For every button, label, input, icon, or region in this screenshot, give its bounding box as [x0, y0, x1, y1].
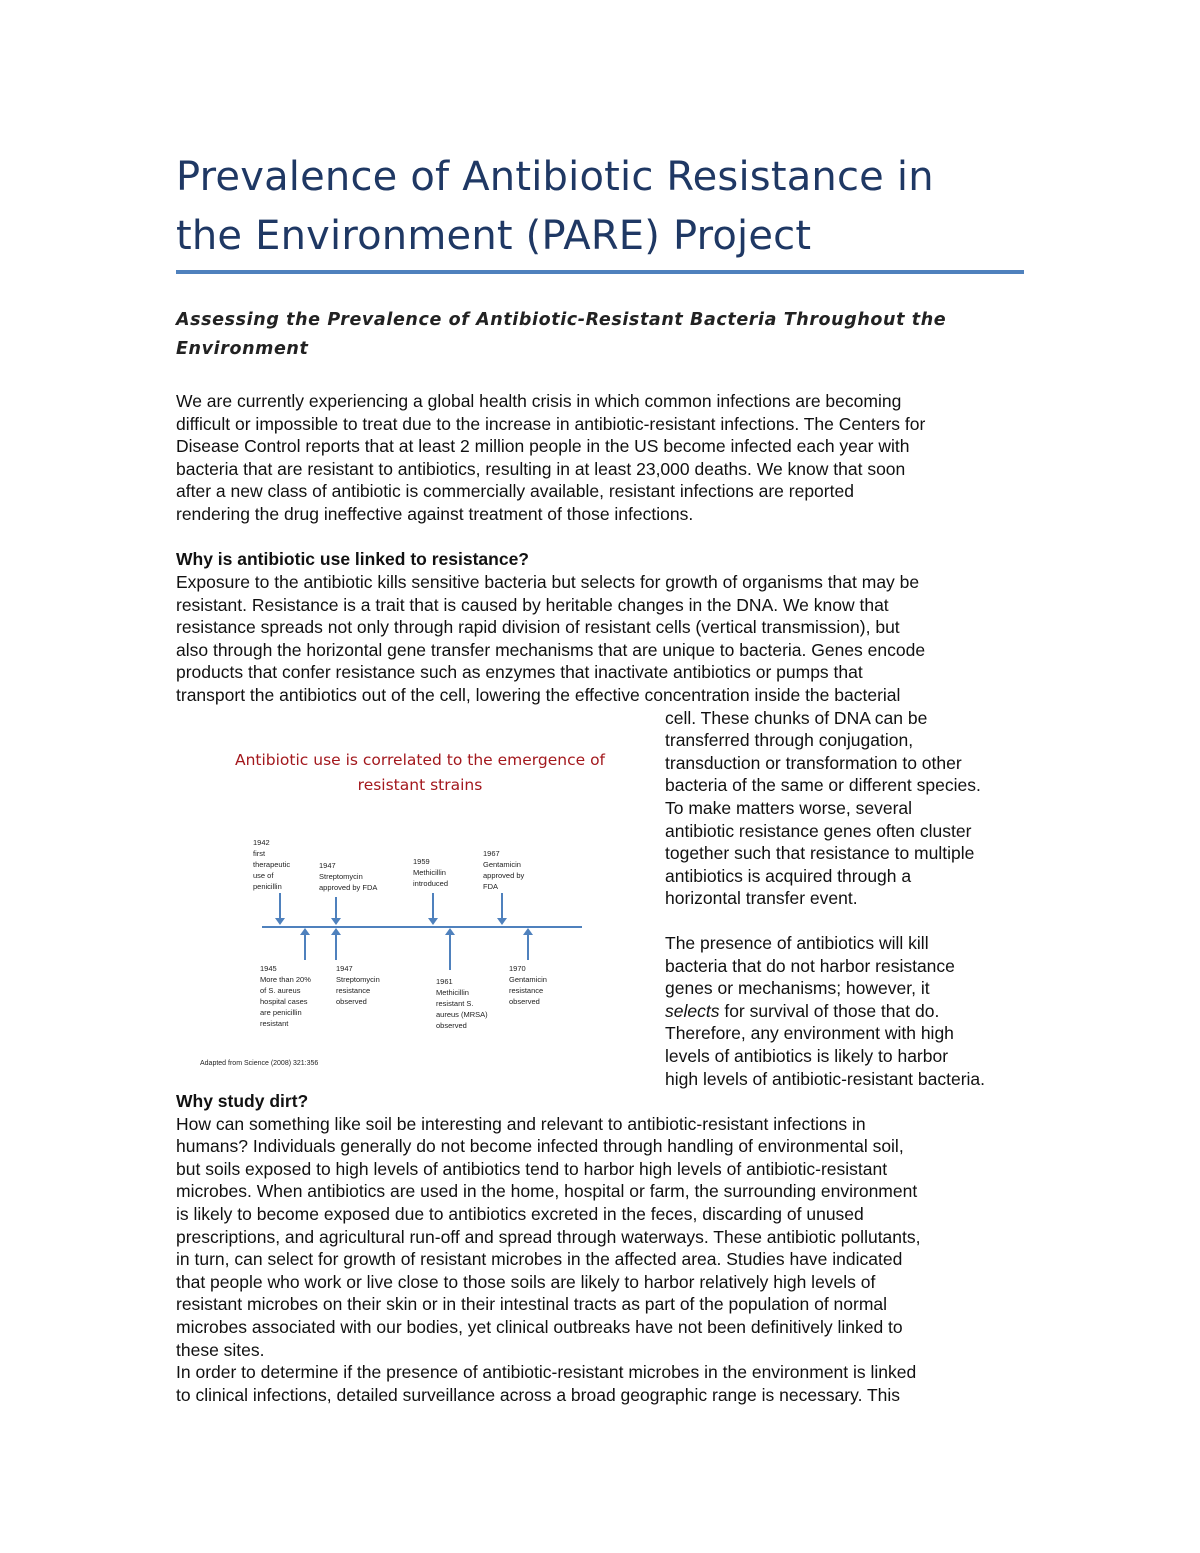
- section2-line: to clinical infections, detailed surveillance across a broad geographic range is necessary. This: [176, 1384, 901, 1405]
- section2-line: but soils exposed to high levels of antibiotics tend to harbor high levels of antibiotic-resistant: [176, 1158, 888, 1179]
- right-column-line: antibiotics is acquired through a: [665, 865, 912, 886]
- right-column-line: together such that resistance to multiple: [665, 843, 975, 864]
- right-column-line: The presence of antibiotics will kill: [665, 933, 929, 953]
- right-column-line: Therefore, any environment with high: [665, 1023, 954, 1044]
- right-column-line: bacteria of the same or different species.: [665, 775, 981, 796]
- section2-line: microbes associated with our bodies, yet clinical outbreaks have not been definitively linked to: [176, 1317, 903, 1337]
- intro-line: Disease Control reports that at least 2 million people in the US become infected each year with: [176, 436, 910, 457]
- right-column-line-rest: for survival of those that do.: [719, 1000, 940, 1021]
- right-column-line: genes or mechanisms; however, it: [665, 978, 930, 999]
- section2-line: in turn, can select for growth of resistant microbes in the affected area. Studies have indicated: [176, 1249, 903, 1270]
- section2-line: is likely to become exposed due to antibiotics excreted in the feces, discarding of unused: [176, 1204, 864, 1224]
- intro-line: We are currently experiencing a global health crisis in which common infections are becoming: [176, 391, 902, 411]
- figure-credit: Adapted from Science (2008) 321:356: [200, 1060, 319, 1067]
- section2-line: humans? Individuals generally do not become infected through handling of environmental soil,: [176, 1136, 904, 1157]
- timeline-event-above: 1942 first therapeutic use of penicillin: [253, 838, 291, 891]
- section1-line: Exposure to the antibiotic kills sensitive bacteria but selects for growth of organisms that may be: [176, 572, 920, 592]
- timeline-arrow-up: [449, 934, 451, 970]
- timeline-event-above: 1959 Methicillin introduced: [413, 857, 449, 888]
- section2-line: How can something like soil be interesting and relevant to antibiotic-resistant infections in: [176, 1113, 866, 1134]
- section-heading-resistance: Why is antibiotic use linked to resistance?: [176, 549, 529, 569]
- timeline-arrow-down: [501, 893, 503, 919]
- timeline-arrow-up: [527, 934, 529, 960]
- intro-line: rendering the drug ineffective against treatment of those infections.: [176, 504, 694, 524]
- timeline-event-below: 1945 More than 20% of S. aureus hospital cases are penicillin resistant: [260, 964, 311, 1028]
- timeline-event-below: 1947 Streptomycin resistance observed: [336, 964, 380, 1006]
- section2-line: prescriptions, and agricultural run-off and spread through waterways. These antibiotic pollutants,: [176, 1226, 921, 1247]
- timeline-event-below: 1961 Methicillin resistant S. aureus (MRSA) observed: [436, 977, 488, 1030]
- timeline-event-above: 1947 Streptomycin approved by FDA: [319, 861, 378, 892]
- figure-title-line-1: Antibiotic use is correlated to the emergence of: [234, 751, 606, 769]
- section2-line: resistant microbes on their skin or in their intestinal tracts as part of the population of normal: [176, 1294, 888, 1315]
- timeline-arrow-down: [432, 893, 434, 919]
- section1-line: resistant. Resistance is a trait that is caused by heritable changes in the DNA. We know that: [176, 594, 889, 615]
- section2-line: that people who work or live close to those soils are likely to harbor relatively high levels of: [176, 1271, 876, 1292]
- right-column-line: antibiotic resistance genes often cluster: [665, 820, 972, 841]
- section1-line: products that confer resistance such as enzymes that inactivate antibiotics or pumps that: [176, 662, 863, 683]
- right-column-line: transferred through conjugation,: [665, 730, 914, 751]
- right-column-line: horizontal transfer event.: [665, 888, 858, 909]
- page-title-line-1: Prevalence of Antibiotic Resistance in: [176, 154, 934, 200]
- timeline-arrow-down: [279, 893, 281, 919]
- right-column-line: [665, 1000, 939, 1023]
- right-column-line: bacteria that do not harbor resistance: [665, 955, 955, 976]
- figure-title-line-2: resistant strains: [357, 776, 483, 794]
- section2-line: In order to determine if the presence of antibiotic-resistant microbes in the environment is linked: [176, 1362, 917, 1383]
- right-column-line: high levels of antibiotic-resistant bacteria.: [665, 1068, 986, 1089]
- right-column-line: cell. These chunks of DNA can be: [665, 707, 928, 728]
- right-column-line: transduction or transformation to other: [665, 752, 962, 773]
- section2-line: these sites.: [176, 1339, 265, 1360]
- section1-line: resistance spreads not only through rapid division of resistant cells (vertical transmission), but: [176, 617, 900, 638]
- section2-line: microbes. When antibiotics are used in the home, hospital or farm, the surrounding environment: [176, 1181, 918, 1202]
- subtitle: Assessing the Prevalence of Antibiotic-Resistant Bacteria Throughout the Environment: [176, 310, 947, 359]
- intro-line: after a new class of antibiotic is commercially available, resistant infections are reported: [176, 481, 854, 502]
- title-rule: [176, 270, 1024, 274]
- timeline-event-below: 1970 Gentamicin resistance observed: [509, 964, 547, 1006]
- intro-line: difficult or impossible to treat due to the increase in antibiotic-resistant infections. The Centers for: [176, 413, 926, 434]
- timeline-arrow-up: [335, 934, 337, 960]
- timeline-arrow-up: [304, 934, 306, 960]
- selects-emphasis: selects: [665, 1000, 720, 1021]
- section-heading-dirt: Why study dirt?: [176, 1091, 309, 1111]
- timeline-event-above: 1967 Gentamicin approved by FDA: [483, 849, 525, 891]
- right-column-line: To make matters worse, several: [665, 798, 913, 818]
- timeline-arrow-down: [335, 897, 337, 919]
- section1-line: transport the antibiotics out of the cell, lowering the effective concentration inside the bacterial: [176, 685, 901, 705]
- page-title-line-2: the Environment (PARE) Project: [176, 213, 812, 259]
- section1-line: also through the horizontal gene transfer mechanisms that are unique to bacteria. Genes encode: [176, 639, 926, 660]
- timeline-axis: [262, 926, 582, 928]
- intro-line: bacteria that are resistant to antibiotics, resulting in at least 23,000 deaths. We know that soon: [176, 458, 906, 479]
- right-column-line: levels of antibiotics is likely to harbor: [665, 1046, 949, 1066]
